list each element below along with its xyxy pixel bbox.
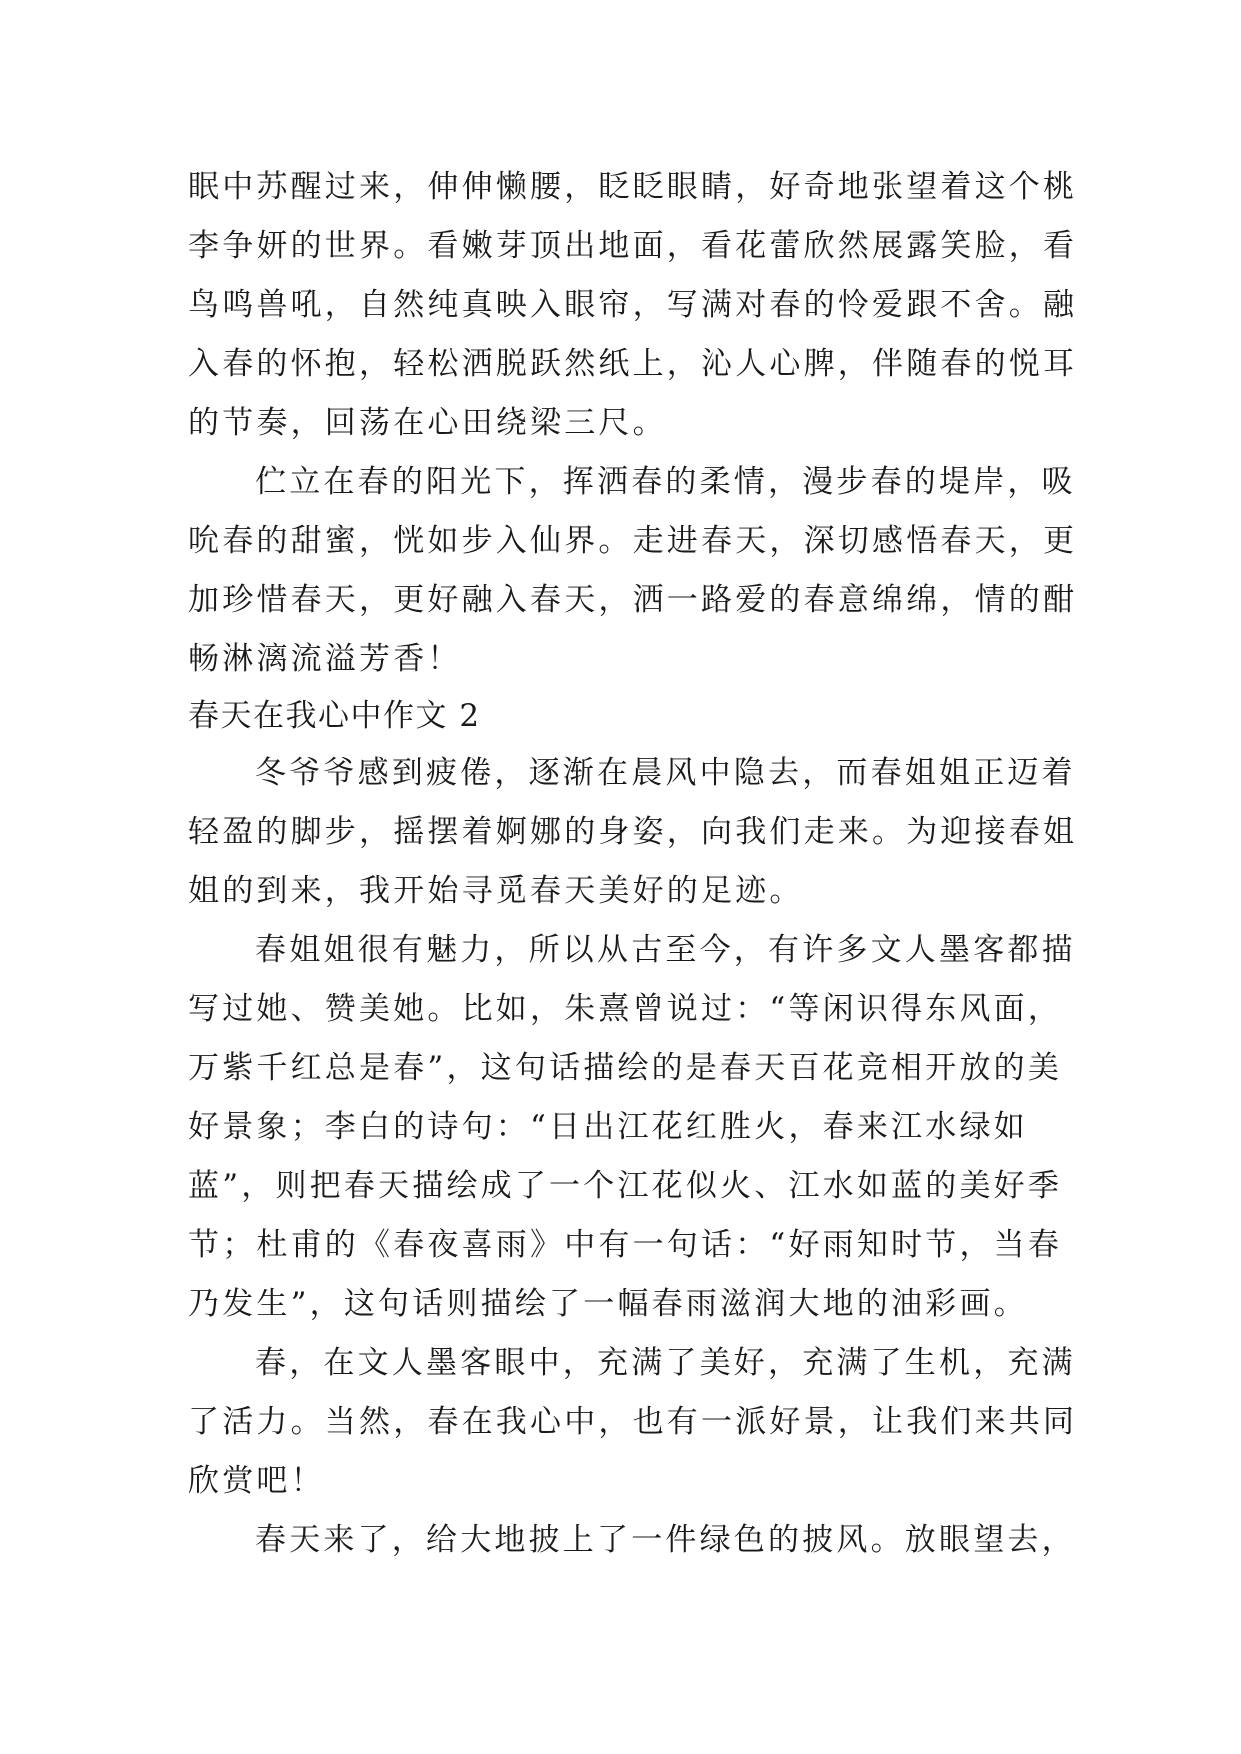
paragraph-line: 好景象；李白的诗句：“日出江花红胜火，春来江水绿如: [188, 1109, 1028, 1145]
paragraph-line: 万紫千红总是春”，这句话描绘的是春天百花竞相开放的美: [188, 1050, 1063, 1086]
paragraph-line: 的节奏，回荡在心田绕梁三尺。: [188, 405, 667, 441]
paragraph-line: 乃发生”，这句话则描绘了一幅春雨滋润大地的油彩画。: [188, 1286, 1028, 1322]
paragraph-line: 畅淋漓流溢芳香！: [188, 641, 462, 677]
section-heading: 春天在我心中作文 2: [188, 698, 481, 734]
paragraph-line: 入春的怀抱，轻松洒脱跃然纸上，沁人心脾，伴随春的悦耳: [188, 346, 1078, 382]
paragraph-line: 节；杜甫的《春夜喜雨》中有一句话：“好雨知时节，当春: [188, 1227, 1063, 1263]
document-body: [188, 158, 1078, 1570]
paragraph-line: 冬爷爷感到疲倦，逐渐在晨风中隐去，而春姐姐正迈着: [255, 755, 1076, 791]
paragraph-line: 了活力。当然，春在我心中，也有一派好景，让我们来共同: [188, 1404, 1078, 1440]
paragraph-line: 加珍惜春天，更好融入春天，洒一路爱的春意绵绵，情的酣: [188, 582, 1078, 618]
paragraph-line: 眠中苏醒过来，伸伸懒腰，眨眨眼睛，好奇地张望着这个桃: [188, 169, 1078, 205]
paragraph-line: 春，在文人墨客眼中，充满了美好，充满了生机，充满: [255, 1345, 1076, 1381]
paragraph-line: 春姐姐很有魅力，所以从古至今，有许多文人墨客都描: [255, 932, 1076, 968]
paragraph-line: 写过她、赞美她。比如，朱熹曾说过：“等闲识得东风面，: [188, 991, 1063, 1027]
paragraph-line: 姐的到来，我开始寻觅春天美好的足迹。: [188, 873, 804, 909]
paragraph-line: 轻盈的脚步，摇摆着婀娜的身姿，向我们走来。为迎接春姐: [188, 814, 1078, 850]
paragraph-line: 春天来了，给大地披上了一件绿色的披风。放眼望去，: [255, 1522, 1076, 1558]
paragraph-line: 吮春的甜蜜，恍如步入仙界。走进春天，深切感悟春天，更: [188, 523, 1078, 559]
paragraph-line: 李争妍的世界。看嫩芽顶出地面，看花蕾欣然展露笑脸，看: [188, 228, 1078, 264]
paragraph-line: 蓝”，则把春天描绘成了一个江花似火、江水如蓝的美好季: [188, 1168, 1063, 1204]
paragraph-line: 伫立在春的阳光下，挥洒春的柔情，漫步春的堤岸，吸: [255, 464, 1076, 500]
paragraph-line: 鸟鸣兽吼，自然纯真映入眼帘，写满对春的怜爱跟不舍。融: [188, 287, 1078, 323]
paragraph-line: 欣赏吧！: [188, 1463, 325, 1499]
